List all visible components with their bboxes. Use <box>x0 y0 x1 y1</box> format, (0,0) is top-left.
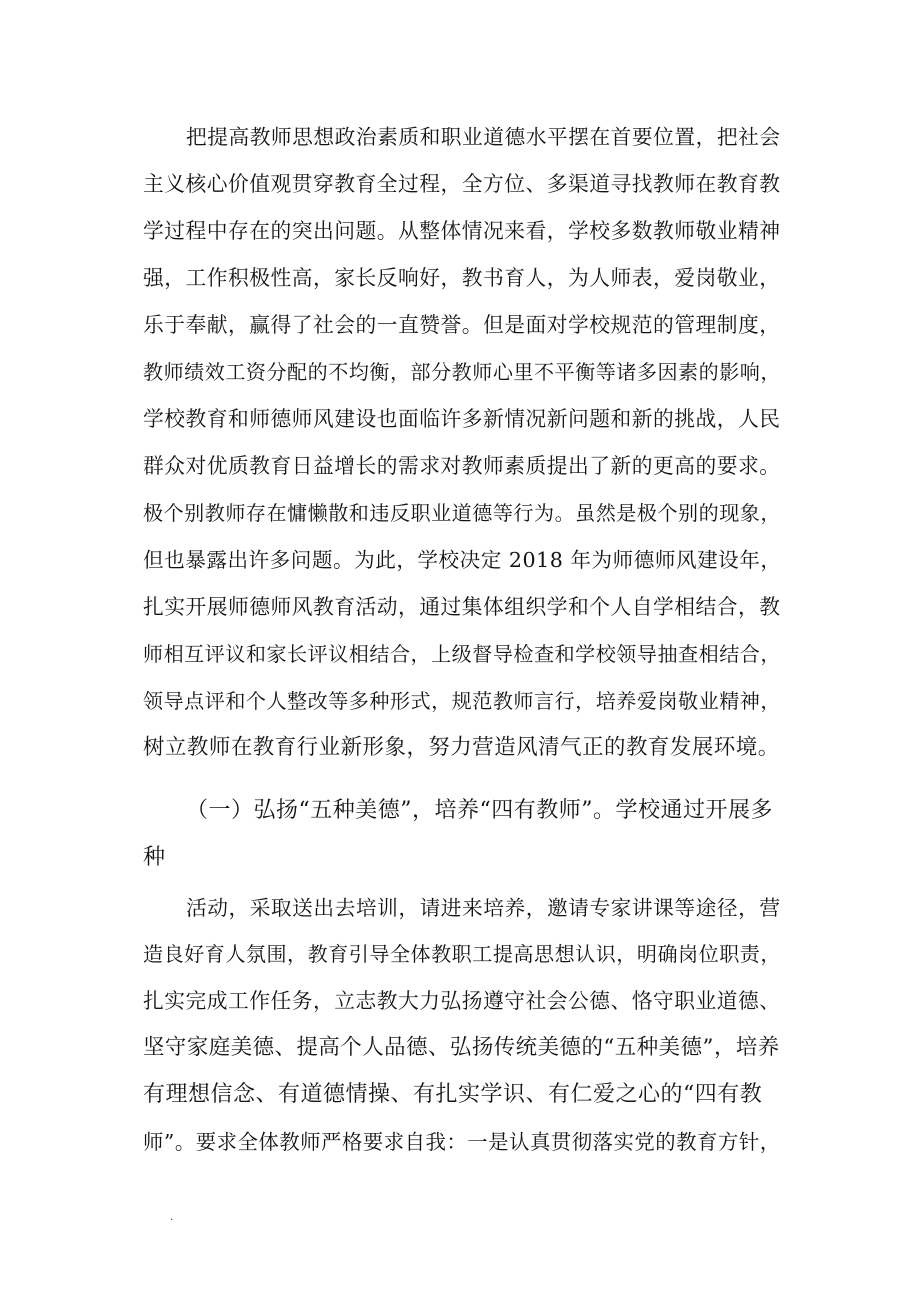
text-line-4: 强，工作积极性高，家长反响好，教书育人，为人师表，爱岗敬业， <box>143 266 781 290</box>
footer-mark: . <box>170 1212 174 1223</box>
text-line-3: 学过程中存在的突出问题。从整体情况来看，学校多数教师敬业精神 <box>143 219 781 243</box>
text-line-6: 教师绩效工资分配的不均衡，部分教师心里不平衡等诸多因素的影响， <box>143 360 781 384</box>
text-line-18: 造良好育人氛围，教育引导全体教职工提高思想认识，明确岗位职责， <box>143 942 781 966</box>
text-line-2: 主义核心价值观贯穿教育全过程，全方位、多渠道寻找教师在教育教 <box>143 172 781 196</box>
text-line-10: 但也暴露出许多问题。为此，学校决定 2018 年为师德师风建设年， <box>143 548 782 572</box>
text-line-5: 乐于奉献，赢得了社会的一直赞誉。但是面对学校规范的管理制度， <box>143 313 781 337</box>
text-line-17: 活动，采取送出去培训，请进来培养，邀请专家讲课等途径，营 <box>186 896 781 920</box>
text-line-21: 有理想信念、有道德情操、有扎实学识、有仁爱之心的“四有教 <box>143 1082 763 1107</box>
text-line-16: 种 <box>143 845 166 870</box>
text-line-9: 极个别教师存在慵懒散和违反职业道德等行为。虽然是极个别的现象， <box>143 501 781 525</box>
text-line-13: 领导点评和个人整改等多种形式，规范教师言行，培养爱岗敬业精神， <box>143 689 781 713</box>
text-line-8: 群众对优质教育日益增长的需求对教师素质提出了新的更高的要求。 <box>143 454 781 478</box>
text-line-14: 树立教师在教育行业新形象，努力营造风清气正的教育发展环境。 <box>143 735 780 760</box>
text-line-11: 扎实开展师德师风教育活动，通过集体组织学和个人自学相结合，教 <box>143 595 781 619</box>
text-line-22: 师”。要求全体教师严格要求自我：一是认真贯彻落实党的教育方针， <box>143 1130 781 1154</box>
text-line-7: 学校教育和师德师风建设也面临许多新情况新问题和新的挑战，人民 <box>143 407 781 431</box>
text-line-19: 扎实完成工作任务，立志教大力弘扬遵守社会公德、恪守职业道德、 <box>143 989 781 1013</box>
text-line-12: 师相互评议和家长评议相结合，上级督导检查和学校领导抽查相结合， <box>143 642 781 666</box>
text-line-15: （一）弘扬“五种美德”，培养“四有教师”。学校通过开展多 <box>186 798 773 823</box>
text-line-20: 坚守家庭美德、提高个人品德、弘扬传统美德的“五种美德”，培养 <box>143 1035 780 1060</box>
text-line-1: 把提高教师思想政治素质和职业道德水平摆在首要位置，把社会 <box>186 125 781 149</box>
